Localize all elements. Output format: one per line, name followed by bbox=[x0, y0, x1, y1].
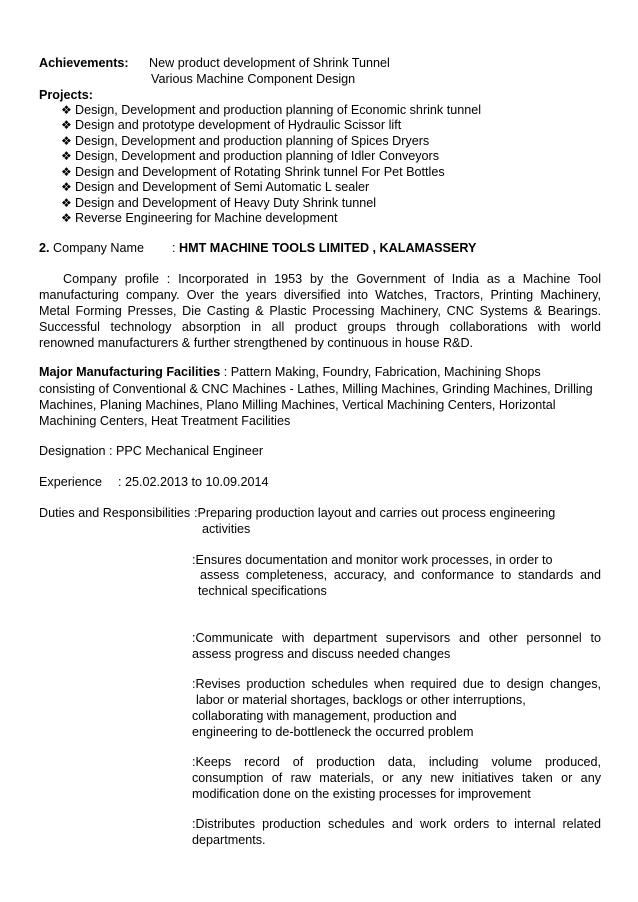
project-item: ❖ Design and prototype development of Hydraulic Scissor lift bbox=[61, 118, 402, 132]
project-item: ❖ Reverse Engineering for Machine development bbox=[61, 211, 338, 225]
duty-line: assess completeness, accuracy, and conformance to standards and bbox=[200, 568, 601, 582]
duty-line: engineering to de-bottleneck the occurred problem bbox=[192, 725, 474, 739]
facilities-line: Major Manufacturing Facilities : Pattern Making, Foundry, Fabrication, Machining Shops bbox=[39, 365, 541, 379]
facilities-line: Machines, Planing Machines, Plano Milling Machines, Vertical Machining Centers, Horizontal bbox=[39, 398, 556, 412]
company-profile-line: Company profile : Incorporated in 1953 by the Government of India as a Machine Tool bbox=[63, 272, 601, 286]
achievement-item: Various Machine Component Design bbox=[151, 72, 356, 86]
projects-label: Projects: bbox=[39, 88, 93, 102]
project-item: ❖ Design and Development of Rotating Shrink tunnel For Pet Bottles bbox=[61, 165, 445, 179]
duty-line: departments. bbox=[192, 833, 266, 847]
company-name-value: : HMT MACHINE TOOLS LIMITED , KALAMASSERY bbox=[172, 241, 477, 255]
designation: Designation : PPC Mechanical Engineer bbox=[39, 444, 264, 458]
duties-label: Duties and Responsibilities bbox=[39, 506, 191, 520]
duty-line: :Ensures documentation and monitor work processes, in order to bbox=[192, 553, 553, 567]
project-item: ❖ Design, Development and production planning of Idler Conveyors bbox=[61, 149, 440, 163]
diamond-bullet-icon: ❖ bbox=[61, 103, 72, 117]
company-profile-line: Metal Forming Presses, Die Casting & Plastic Processing Machinery, CNC Systems & Bearings. bbox=[39, 304, 601, 318]
company-name-label: Company Name bbox=[53, 241, 145, 255]
company-heading bbox=[39, 240, 144, 257]
company-profile-line: renowned manufacturers & further strengthened by continuous in house R&D. bbox=[39, 336, 474, 350]
diamond-bullet-icon: ❖ bbox=[61, 134, 72, 148]
duty-line: :Preparing production layout and carries out process engineering bbox=[194, 506, 556, 520]
section-number: 2. bbox=[39, 241, 50, 255]
duty-line: labor or material shortages, backlogs or other interruptions, bbox=[196, 693, 526, 707]
diamond-bullet-icon: ❖ bbox=[61, 149, 72, 163]
project-item: ❖ Design, Development and production planning of Economic shrink tunnel bbox=[61, 103, 482, 117]
achievements-label: Achievements: bbox=[39, 56, 129, 70]
experience-label: Experience bbox=[39, 475, 103, 489]
experience-value: : 25.02.2013 to 10.09.2014 bbox=[118, 475, 269, 489]
company-profile-line: Successful technology absorption in all product groups through collaborations with world bbox=[39, 320, 601, 334]
company-profile-line: manufacturing company. Over the years diversified into Watches, Tractors, Printing Machinery, bbox=[39, 288, 601, 302]
duty-line: modification done on the existing processes for improvement bbox=[192, 787, 531, 801]
facilities-label: Major Manufacturing Facilities bbox=[39, 365, 221, 379]
duty-line: activities bbox=[202, 522, 251, 536]
duty-line: :Revises production schedules when required due to design changes, bbox=[192, 677, 601, 691]
duty-line: :Communicate with department supervisors and other personnel to bbox=[192, 631, 601, 645]
diamond-bullet-icon: ❖ bbox=[61, 196, 72, 210]
duty-line: assess progress and discuss needed changes bbox=[192, 647, 451, 661]
duty-line: :Distributes production schedules and work orders to internal related bbox=[192, 817, 601, 831]
diamond-bullet-icon: ❖ bbox=[61, 211, 72, 225]
facilities-line: consisting of Conventional & CNC Machines - Lathes, Milling Machines, Grinding Machines, Drilling bbox=[39, 382, 593, 396]
duty-line: collaborating with management, production and bbox=[192, 709, 457, 723]
project-item: ❖ Design and Development of Semi Automatic L sealer bbox=[61, 180, 370, 194]
project-item: ❖ Design and Development of Heavy Duty Shrink tunnel bbox=[61, 196, 377, 210]
duty-line: :Keeps record of production data, including volume produced, bbox=[192, 755, 601, 769]
duty-line: technical specifications bbox=[198, 584, 327, 598]
diamond-bullet-icon: ❖ bbox=[61, 118, 72, 132]
project-item: ❖ Design, Development and production planning of Spices Dryers bbox=[61, 134, 430, 148]
achievement-item: New product development of Shrink Tunnel bbox=[149, 56, 390, 70]
diamond-bullet-icon: ❖ bbox=[61, 180, 72, 194]
facilities-line: Machining Centers, Heat Treatment Facilities bbox=[39, 414, 291, 428]
duty-line: consumption of raw materials, or any new initiatives taken or any bbox=[192, 771, 601, 785]
diamond-bullet-icon: ❖ bbox=[61, 165, 72, 179]
